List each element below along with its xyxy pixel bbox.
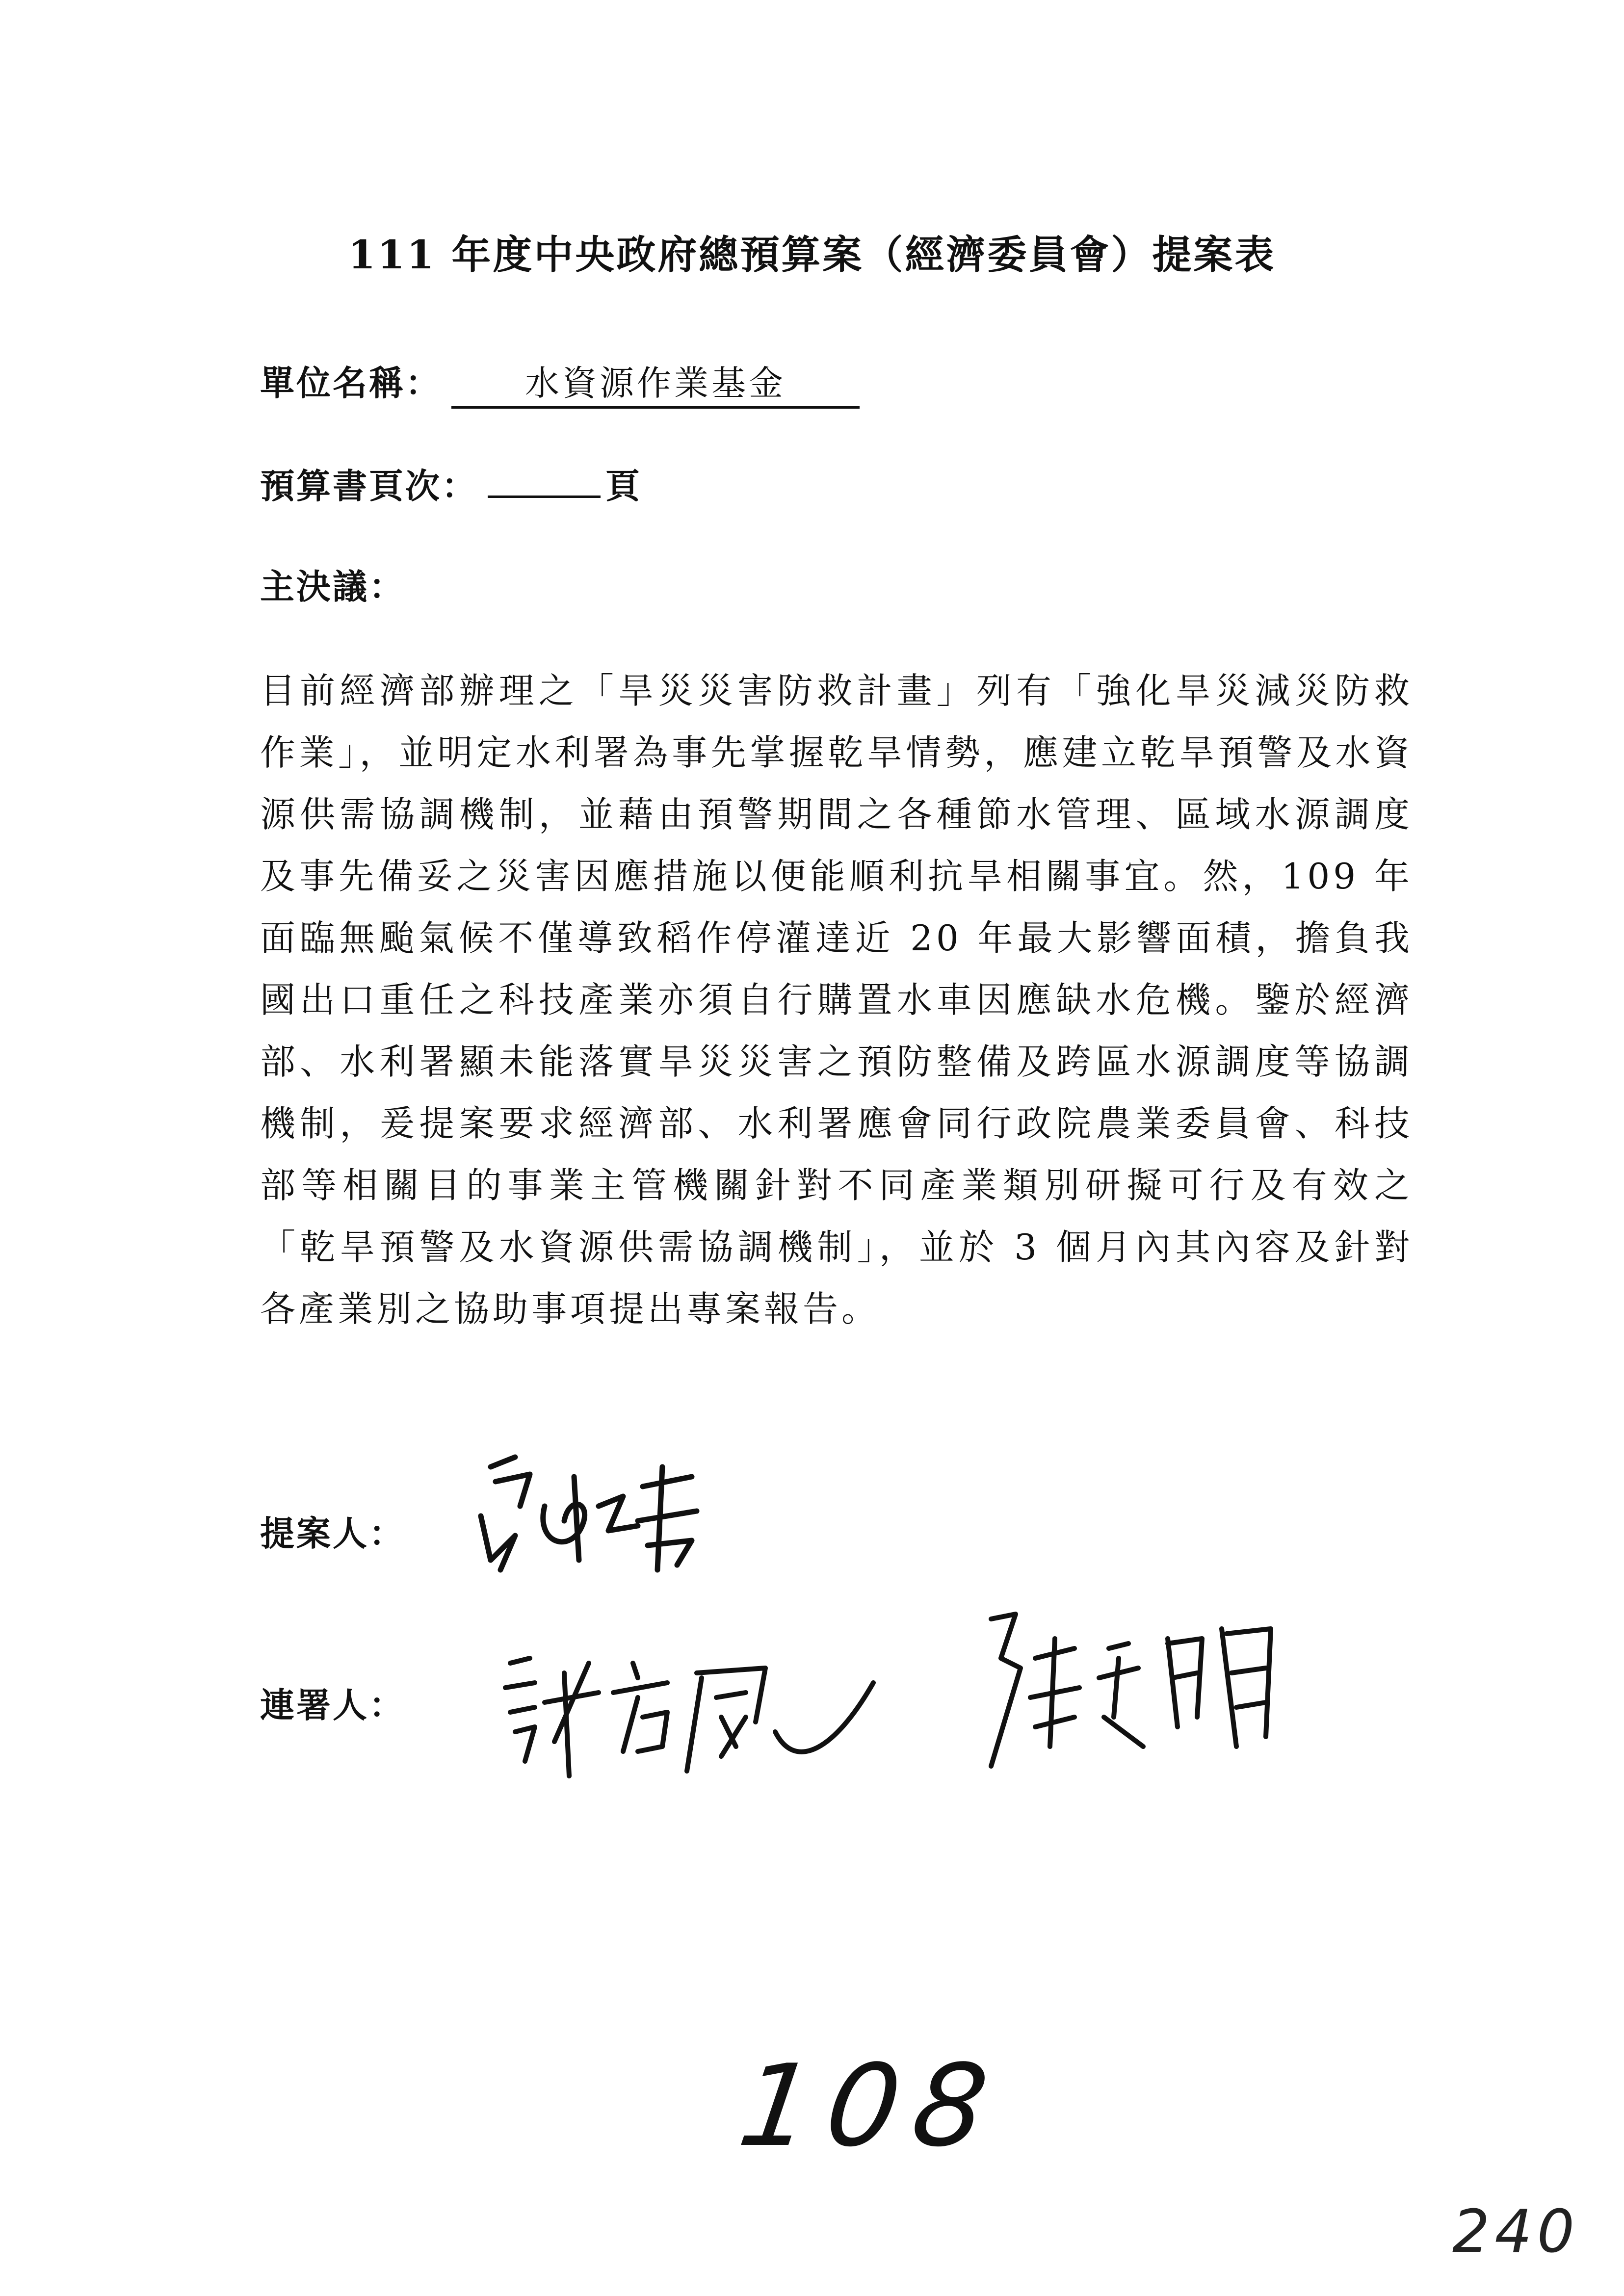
resolution-label: 主決議： xyxy=(260,566,405,607)
proposer-label: 提案人： xyxy=(260,1513,405,1554)
resolution-body: 目前經濟部辦理之「旱災災害防救計畫」列有「強化旱災減災防救作業」，並明定水利署為事先掌握乾旱情勢，應建立乾旱預警及水資源供需協調機制，並藉由預警期間之各種節水管理、區域水源調度及事先備妥之災害因應措施以便能順利抗旱相關事宜。然，109 年面臨無颱氣候不僅導致稻作停灌達近 20 年最大影響面積，擔負我國出口重任之科技產業亦須自行購置水車因應缺水危機。鑒於經濟部、水利署顯未能落實旱災災害之預防整備及跨區水源調度等協調機制，爰提案要求經濟部、水利署應會同行政院農業委員會、科技部等相關目的事業主管機關針對不同產業類別研擬可行及有效之「乾旱預警及水資源供需協調機制」，並於 3 個月內其內容及針對各產業別之協助事項提出專案報告。 xyxy=(260,670,1413,1330)
unit-name-row xyxy=(260,356,860,409)
cosigner-signature-2 xyxy=(962,1599,1305,1776)
budget-page-suffix: 頁 xyxy=(605,466,642,506)
unit-name-value: 水資源作業基金 xyxy=(451,356,860,409)
cosigner-label: 連署人： xyxy=(260,1685,405,1725)
unit-name-label: 單位名稱： xyxy=(260,363,442,403)
cosigner-signature-1 xyxy=(491,1634,893,1786)
resolution-heading-row xyxy=(260,559,405,609)
document-title: 111 年度中央政府總預算案（經濟委員會）提案表 xyxy=(348,232,1276,278)
budget-page-blank xyxy=(488,465,601,498)
corner-page-number: 240 xyxy=(1452,2198,1580,2266)
budget-page-label: 預算書頁次： xyxy=(260,466,478,506)
budget-page-row xyxy=(260,459,642,508)
proposer-signature xyxy=(461,1447,707,1585)
handwritten-page-number: 108 xyxy=(732,2041,1010,2172)
